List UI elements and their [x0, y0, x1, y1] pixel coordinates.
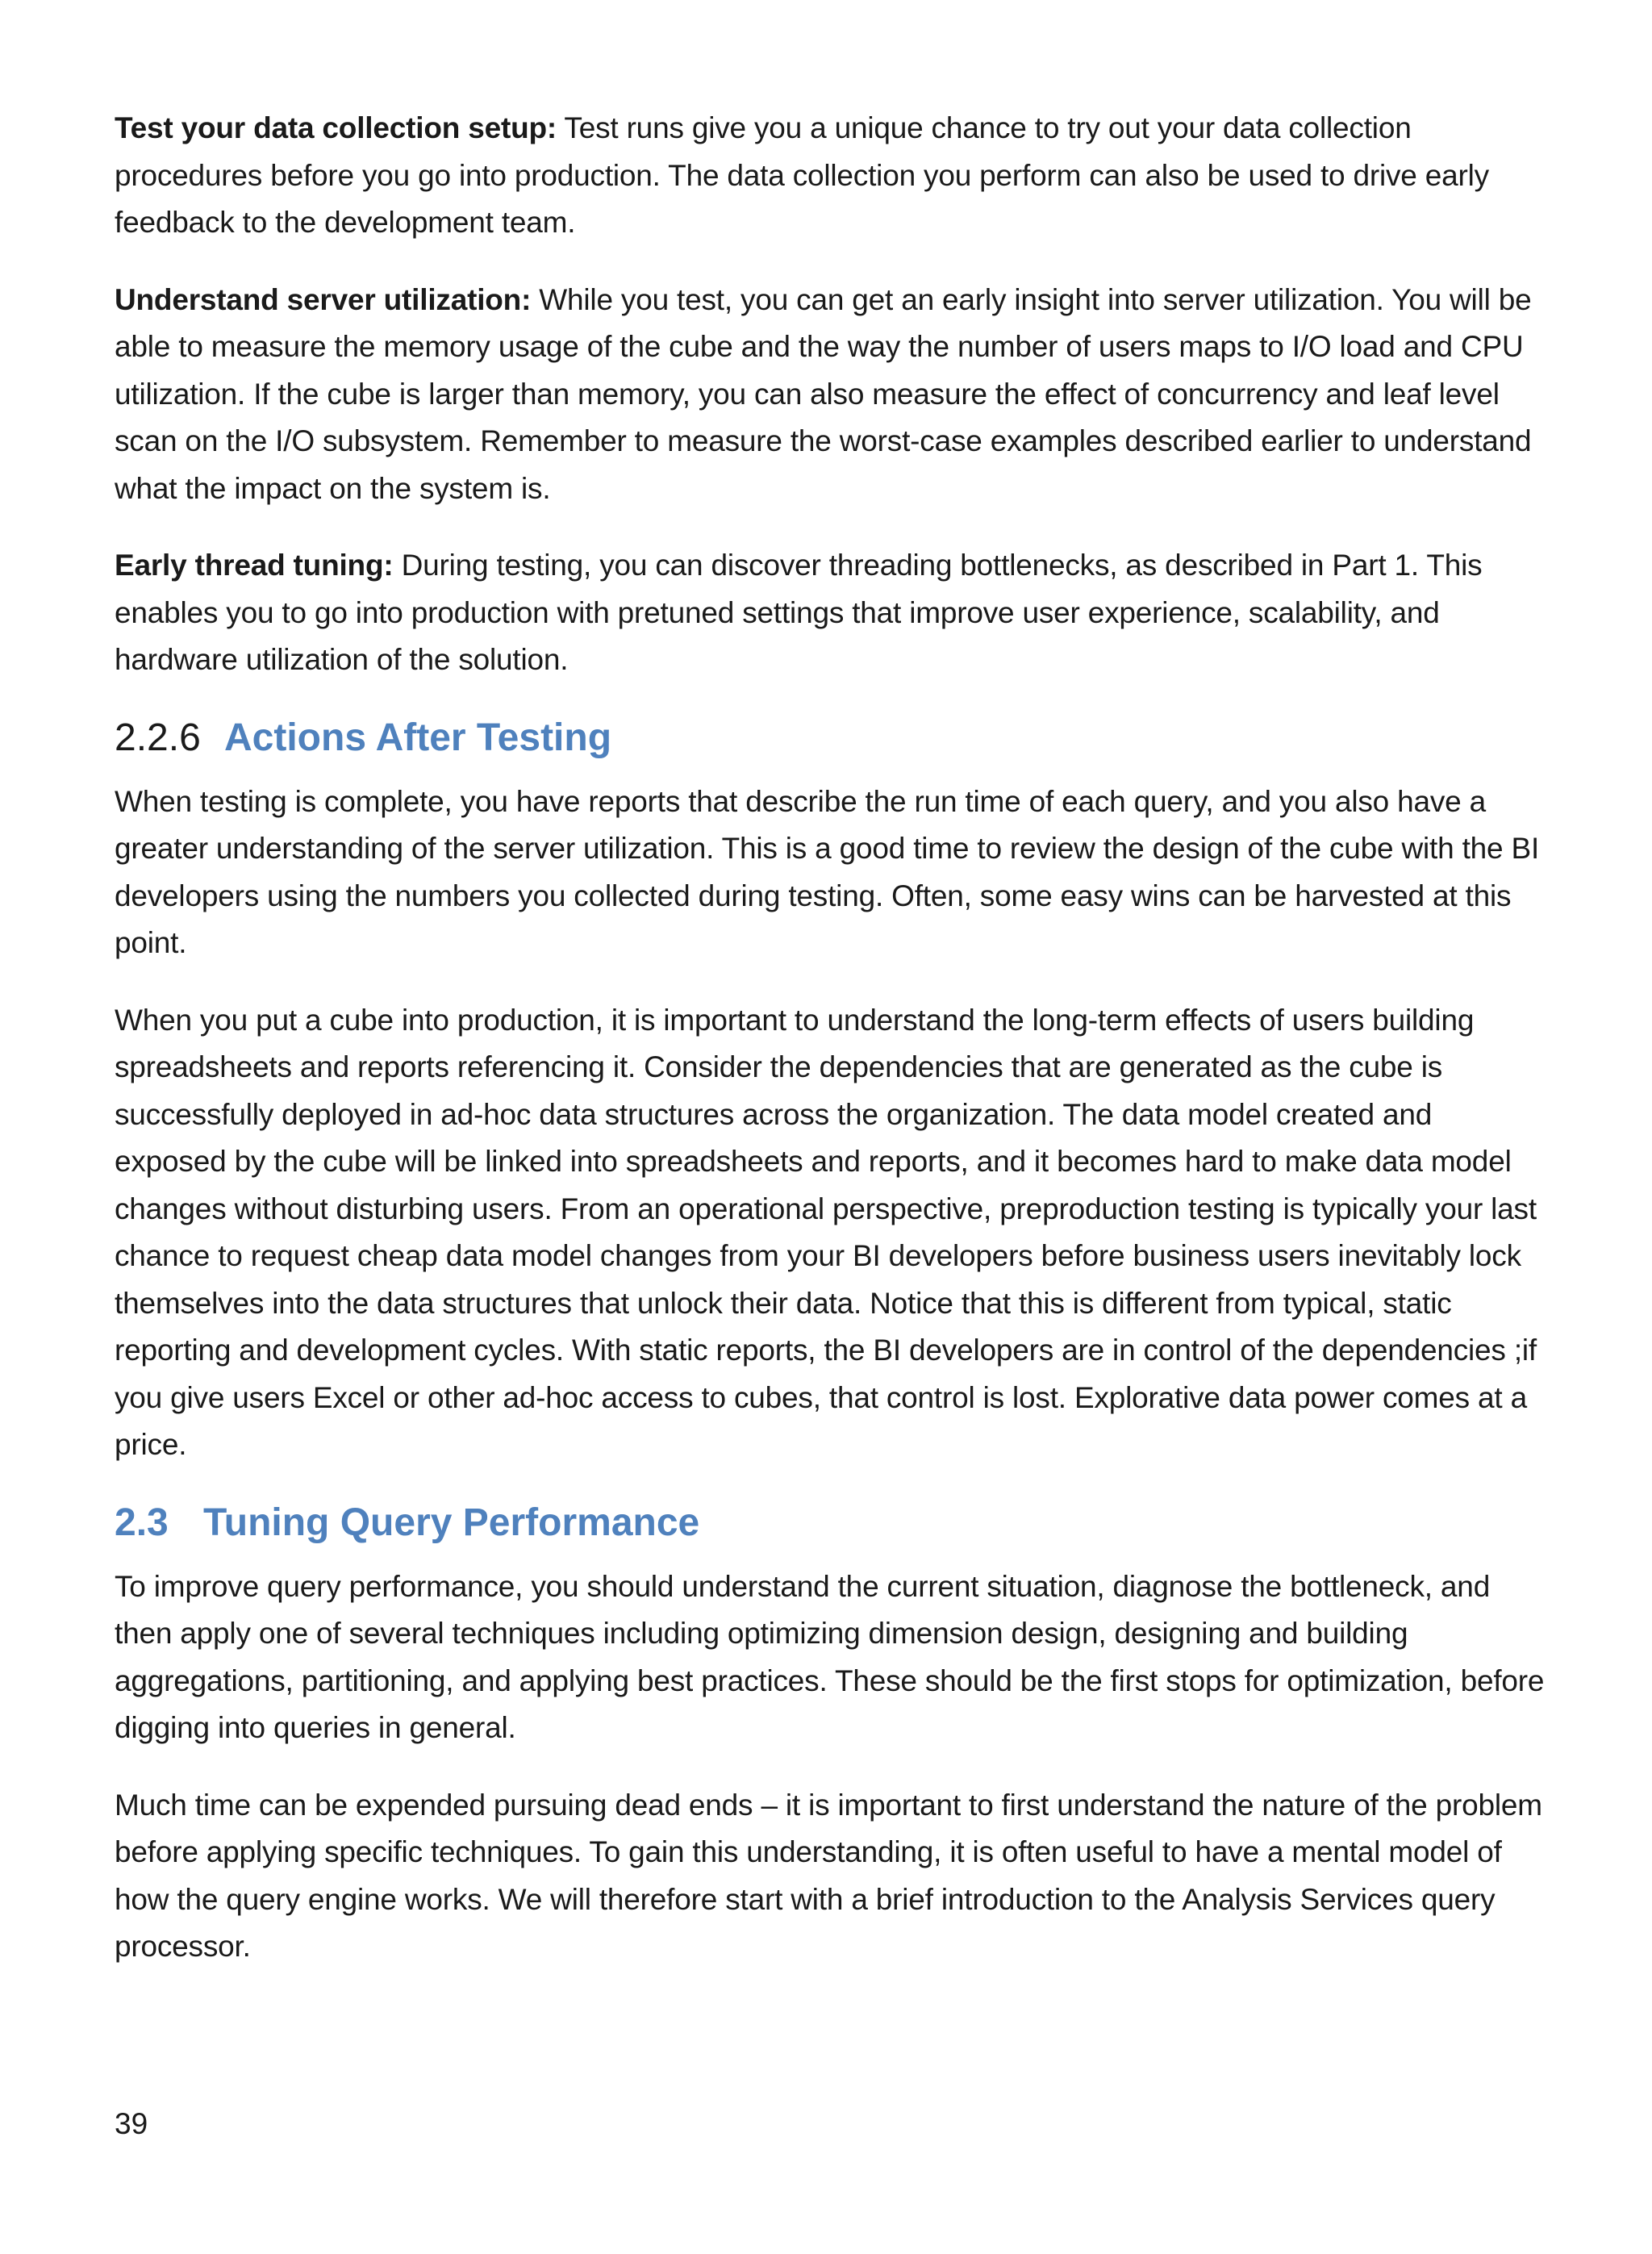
- paragraph-test-data-collection: [115, 105, 1550, 247]
- paragraph-text: Test runs give you a unique chance to try out your data collection procedures before you go into production. The data collection you perform can also be used to drive early feedback to the development team.: [115, 111, 1489, 239]
- paragraph-lead: Early thread tuning:: [115, 549, 394, 582]
- section-number: 2.2.6: [115, 716, 201, 759]
- section-heading-tuning-query-performance: [115, 1499, 1550, 1547]
- paragraph-cube-production: When you put a cube into production, it is important to understand the long-term effects of users building spreadsheets and reports referencing it. Consider the dependencies that are generated as the cube is successfully deployed in ad-hoc data structures across the organization. The data model created and exposed by the cube will be linked into spreadsheets and reports, and it becomes hard to make data model changes without disturbing users. From an operational perspective, preproduction testing is typically your last chance to request cheap data model changes from your BI developers before business users inevitably lock themselves into the data structures that unlock their data. Notice that this is different from typical, static reporting and development cycles. With static reports, the BI developers are in control of the dependencies ;if you give users Excel or other ad-hoc access to cubes, that control is lost. Explorative data power comes at a price.: [115, 1003, 1537, 1461]
- page-number: 39: [115, 2107, 148, 2140]
- section-title: Actions After Testing: [224, 716, 612, 759]
- section-heading-actions-after-testing: [115, 714, 1550, 762]
- paragraph-improve-query-performance: To improve query performance, you should understand the current situation, diagnose the bottleneck, and then apply one of several techniques including optimizing dimension design, designing and building aggregations, partitioning, and applying best practices. These should be the first stops for optimization, before digging into queries in general.: [115, 1569, 1545, 1744]
- paragraph-testing-complete: When testing is complete, you have reports that describe the run time of each query, and you also have a greater understanding of the server utilization. This is a good time to review the design of the cube with the BI developers using the numbers you collected during testing. Often, some easy wins can be harvested at this point.: [115, 784, 1540, 959]
- paragraph-thread-tuning: [115, 542, 1550, 684]
- paragraph-lead: Understand server utilization:: [115, 282, 532, 316]
- section-title: Tuning Query Performance: [203, 1501, 700, 1544]
- section-number: 2.3: [115, 1501, 169, 1544]
- paragraph-lead: Test your data collection setup:: [115, 111, 557, 144]
- paragraph-text: While you test, you can get an early insight into server utilization. You will be able to measure the memory usage of the cube and the way the number of users maps to I/O load and CPU utilization. If the cube is larger than memory, you can also measure the effect of concurrency and leaf level scan on the I/O subsystem. Remember to measure the worst-case examples described earlier to understand what the impact on the system is.: [115, 282, 1532, 505]
- paragraph-dead-ends: Much time can be expended pursuing dead ends – it is important to first understand the nature of the problem before applying specific techniques. To gain this understanding, it is often useful to have a mental model of how the query engine works. We will therefore start with a brief introduction to the Analysis Services query processor.: [115, 1788, 1542, 1963]
- paragraph-text: During testing, you can discover threading bottlenecks, as described in Part 1. This enables you to go into production with pretuned settings that improve user experience, scalability, and hardware utilization of the solution.: [115, 549, 1483, 676]
- document-page: [115, 105, 1550, 2001]
- paragraph-server-utilization: [115, 277, 1550, 513]
